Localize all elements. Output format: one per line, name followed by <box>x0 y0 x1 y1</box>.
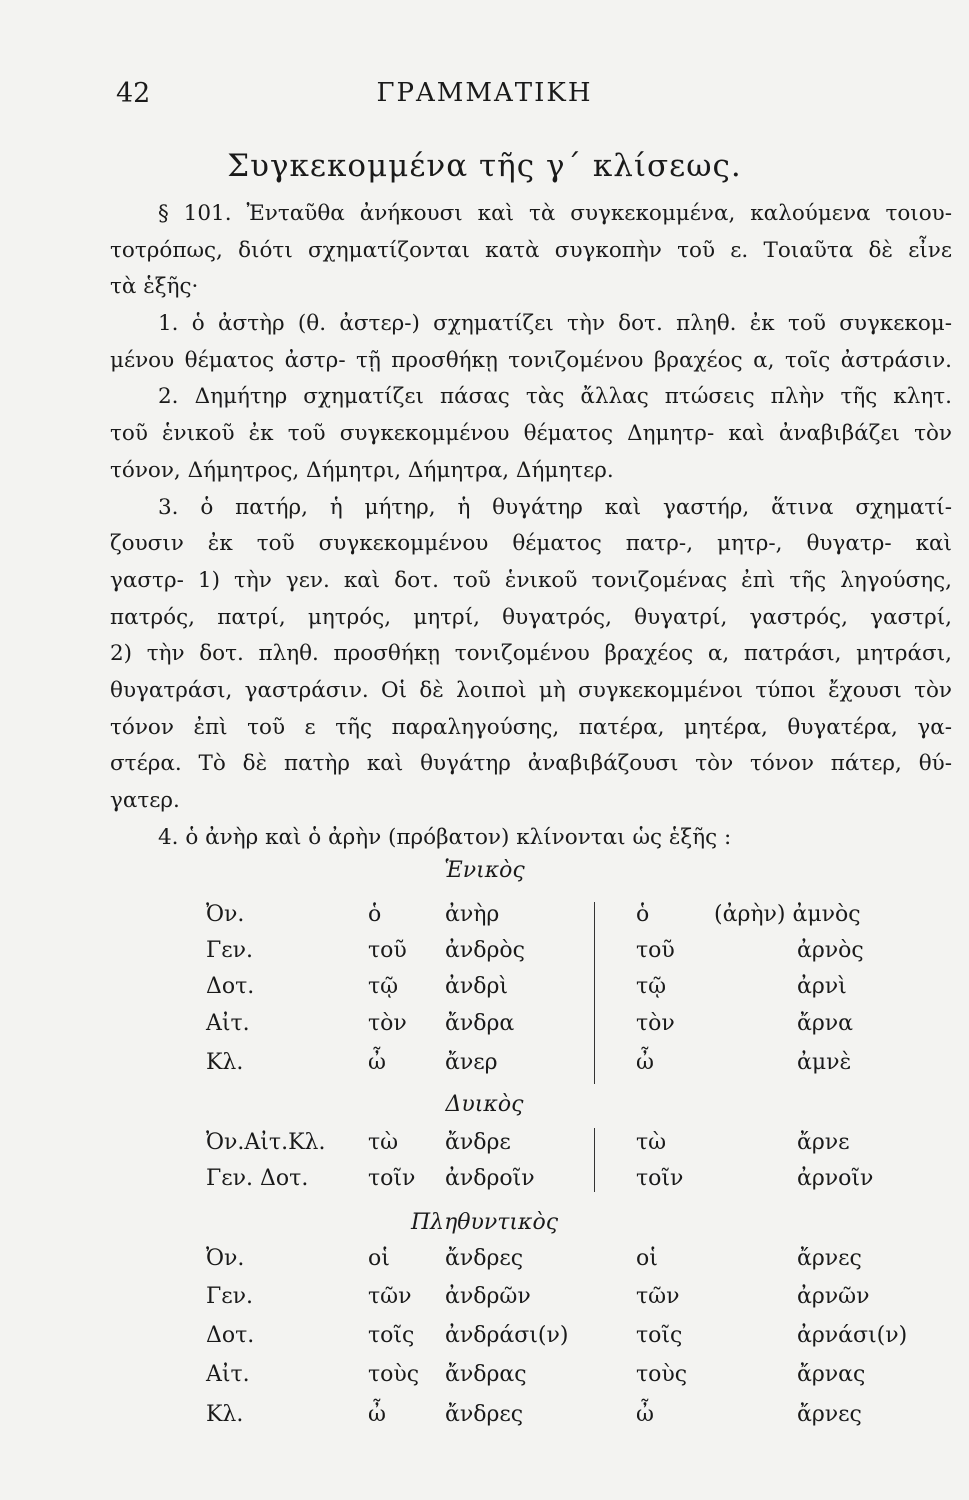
dual-heading: Δυικὸς <box>445 1092 524 1117</box>
form-aren: ἀρνὶ <box>797 974 847 999</box>
article: ὁ <box>636 902 650 927</box>
case-label: Γεν. Δοτ. <box>206 1166 309 1191</box>
article: ὦ <box>636 1402 654 1427</box>
case-label: Γεν. <box>206 1284 254 1309</box>
article: τὼ <box>368 1130 399 1155</box>
case-label: Αἰτ. <box>206 1362 250 1387</box>
article: ὦ <box>368 1402 386 1427</box>
form-aner: ἄνδρας <box>445 1362 527 1387</box>
paradigm-row <box>0 1011 969 1045</box>
form-aren: (ἀρὴν) ἀμνὸς <box>714 902 861 927</box>
paradigm-row <box>0 902 969 936</box>
form-aner: ἀνδρὶ <box>445 974 509 999</box>
article: τῷ <box>636 974 667 999</box>
text-line: τοῦ ἑνικοῦ ἐκ τοῦ συγκεκομμένου θέματος Δημητρ- καὶ ἀναβιβάζει τὸν <box>110 421 952 447</box>
paradigm-row <box>0 1246 969 1280</box>
article: τῶν <box>368 1284 412 1309</box>
text-line: 2) τὴν δοτ. πληθ. προσθήκῃ τονιζομένου βραχέος α, πατράσι, μητράσι, <box>110 641 952 667</box>
article: τὼ <box>636 1130 667 1155</box>
form-aner: ἄνδρα <box>445 1011 515 1036</box>
form-aner: ἀνδράσι(ν) <box>445 1323 569 1348</box>
article: τοὺς <box>368 1362 420 1387</box>
case-label: Κλ. <box>206 1050 244 1075</box>
paradigm-row <box>0 938 969 972</box>
case-label: Αἰτ. <box>206 1011 250 1036</box>
case-label: Κλ. <box>206 1402 244 1427</box>
form-aren: ἄρνε <box>797 1130 850 1155</box>
text-line: 3. ὁ πατήρ, ἡ μήτηρ, ἡ θυγάτηρ καὶ γαστήρ, ἅτινα σχηματί- <box>158 494 952 520</box>
form-aren: ἀρνὸς <box>797 938 864 963</box>
article: ὦ <box>636 1050 654 1075</box>
form-aner: ἀνδροῖν <box>445 1166 535 1191</box>
text-line: τόνον, Δήμητρος, Δήμητρι, Δήμητρα, Δήμητερ. <box>110 457 614 483</box>
form-aner: ἄνδρες <box>445 1402 524 1427</box>
form-aner: ἄνδρε <box>445 1130 511 1155</box>
text-line: τοτρόπως, διότι σχηματίζονται κατὰ συγκοπὴν τοῦ ε. Τοιαῦτα δὲ εἶνε <box>110 237 952 263</box>
form-aren: ἀρνοῖν <box>797 1166 874 1191</box>
form-aren: ἄρνα <box>797 1011 854 1036</box>
form-aner: ἀνδρὸς <box>445 938 525 963</box>
form-aner: ἀνδρῶν <box>445 1284 531 1309</box>
article: τοῦ <box>368 938 407 963</box>
article: τοῖς <box>636 1323 683 1348</box>
page-number: 42 <box>116 78 151 109</box>
form-aren: ἀρνάσι(ν) <box>797 1323 908 1348</box>
plural-heading: Πληθυντικὸς <box>410 1210 559 1235</box>
form-aner: ἄνερ <box>445 1050 498 1075</box>
form-aren: ἀμνὲ <box>797 1050 852 1075</box>
article: οἱ <box>636 1246 658 1271</box>
article: οἱ <box>368 1246 390 1271</box>
article: τοῦ <box>636 938 675 963</box>
section-title: Συγκεκομμένα τῆς γ΄ κλίσεως. <box>227 148 742 184</box>
form-aner: ἄνδρες <box>445 1246 524 1271</box>
body-text <box>110 196 952 856</box>
form-aren: ἄρνες <box>797 1246 862 1271</box>
article: τῶν <box>636 1284 680 1309</box>
text-line: τόνον ἐπὶ τοῦ ε τῆς παραληγούσης, πατέρα, μητέρα, θυγατέρα, γα- <box>110 714 952 740</box>
text-line: στέρα. Τὸ δὲ πατὴρ καὶ θυγάτηρ ἀναβιβάζουσι τὸν τόνον πάτερ, θύ- <box>110 751 952 777</box>
singular-heading: Ἑνικὸς <box>444 858 525 883</box>
text-line: γαστρ- 1) τὴν γεν. καὶ δοτ. τοῦ ἑνικοῦ τονιζομένας ἐπὶ τῆς ληγούσης, <box>110 567 952 593</box>
form-aren: ἄρνες <box>797 1402 862 1427</box>
paradigm-row <box>0 1323 969 1357</box>
paradigm-row <box>0 1362 969 1396</box>
text-line: θυγατράσι, γαστράσιν. Οἱ δὲ λοιποὶ μὴ συγκεκομμένοι τύποι ἔχουσι τὸν <box>110 677 952 703</box>
text-line: γατερ. <box>110 788 180 813</box>
article: τὸν <box>368 1011 407 1036</box>
text-line: 4. ὁ ἀνὴρ καὶ ὁ ἀρὴν (πρόβατον) κλίνονται ὡς ἑξῆς : <box>158 824 732 850</box>
paradigm-row <box>0 974 969 1008</box>
case-label: Ὀν.Αἰτ.Κλ. <box>206 1130 326 1155</box>
article: ὦ <box>368 1050 386 1075</box>
article: τὸν <box>636 1011 675 1036</box>
form-aren: ἀρνῶν <box>797 1284 870 1309</box>
text-line: πατρός, πατρί, μητρός, μητρί, θυγατρός, θυγατρί, γαστρός, γαστρί, <box>110 604 952 630</box>
running-title: ΓΡΑΜΜΑΤΙΚΗ <box>376 78 593 108</box>
paradigm-row <box>0 1166 969 1200</box>
case-label: Γεν. <box>206 938 254 963</box>
article: τοῖν <box>368 1166 416 1191</box>
paradigm-row <box>0 1050 969 1084</box>
article: τοῖν <box>636 1166 684 1191</box>
article: ὁ <box>368 902 382 927</box>
text-line: 2. Δημήτηρ σχηματίζει πάσας τὰς ἄλλας πτώσεις πλὴν τῆς κλητ. <box>158 384 952 410</box>
form-aner: ἀνὴρ <box>445 902 500 927</box>
paradigm-row <box>0 1402 969 1436</box>
case-label: Ὀν. <box>206 1246 245 1271</box>
text-line: τὰ ἑξῆς· <box>110 274 199 300</box>
paradigm-row <box>0 1284 969 1318</box>
case-label: Δοτ. <box>206 974 255 999</box>
article: τοὺς <box>636 1362 688 1387</box>
case-label: Ὀν. <box>206 902 245 927</box>
article: τῷ <box>368 974 399 999</box>
form-aren: ἄρνας <box>797 1362 866 1387</box>
text-line: ζουσιν ἐκ τοῦ συγκεκομμένου θέματος πατρ-, μητρ-, θυγατρ- καὶ <box>110 531 952 557</box>
text-line: 1. ὁ ἀστὴρ (θ. ἀστερ-) σχηματίζει τὴν δοτ. πληθ. ἐκ τοῦ συγκεκομ- <box>158 311 952 337</box>
text-line: μένου θέματος ἀστρ- τῇ προσθήκῃ τονιζομένου βραχέος α, τοῖς ἀστράσιν. <box>110 347 952 373</box>
text-line: § 101. Ἐνταῦθα ἀνήκουσι καὶ τὰ συγκεκομμένα, καλούμενα τοιου- <box>158 201 952 226</box>
paradigm-row <box>0 1130 969 1164</box>
case-label: Δοτ. <box>206 1323 255 1348</box>
article: τοῖς <box>368 1323 415 1348</box>
